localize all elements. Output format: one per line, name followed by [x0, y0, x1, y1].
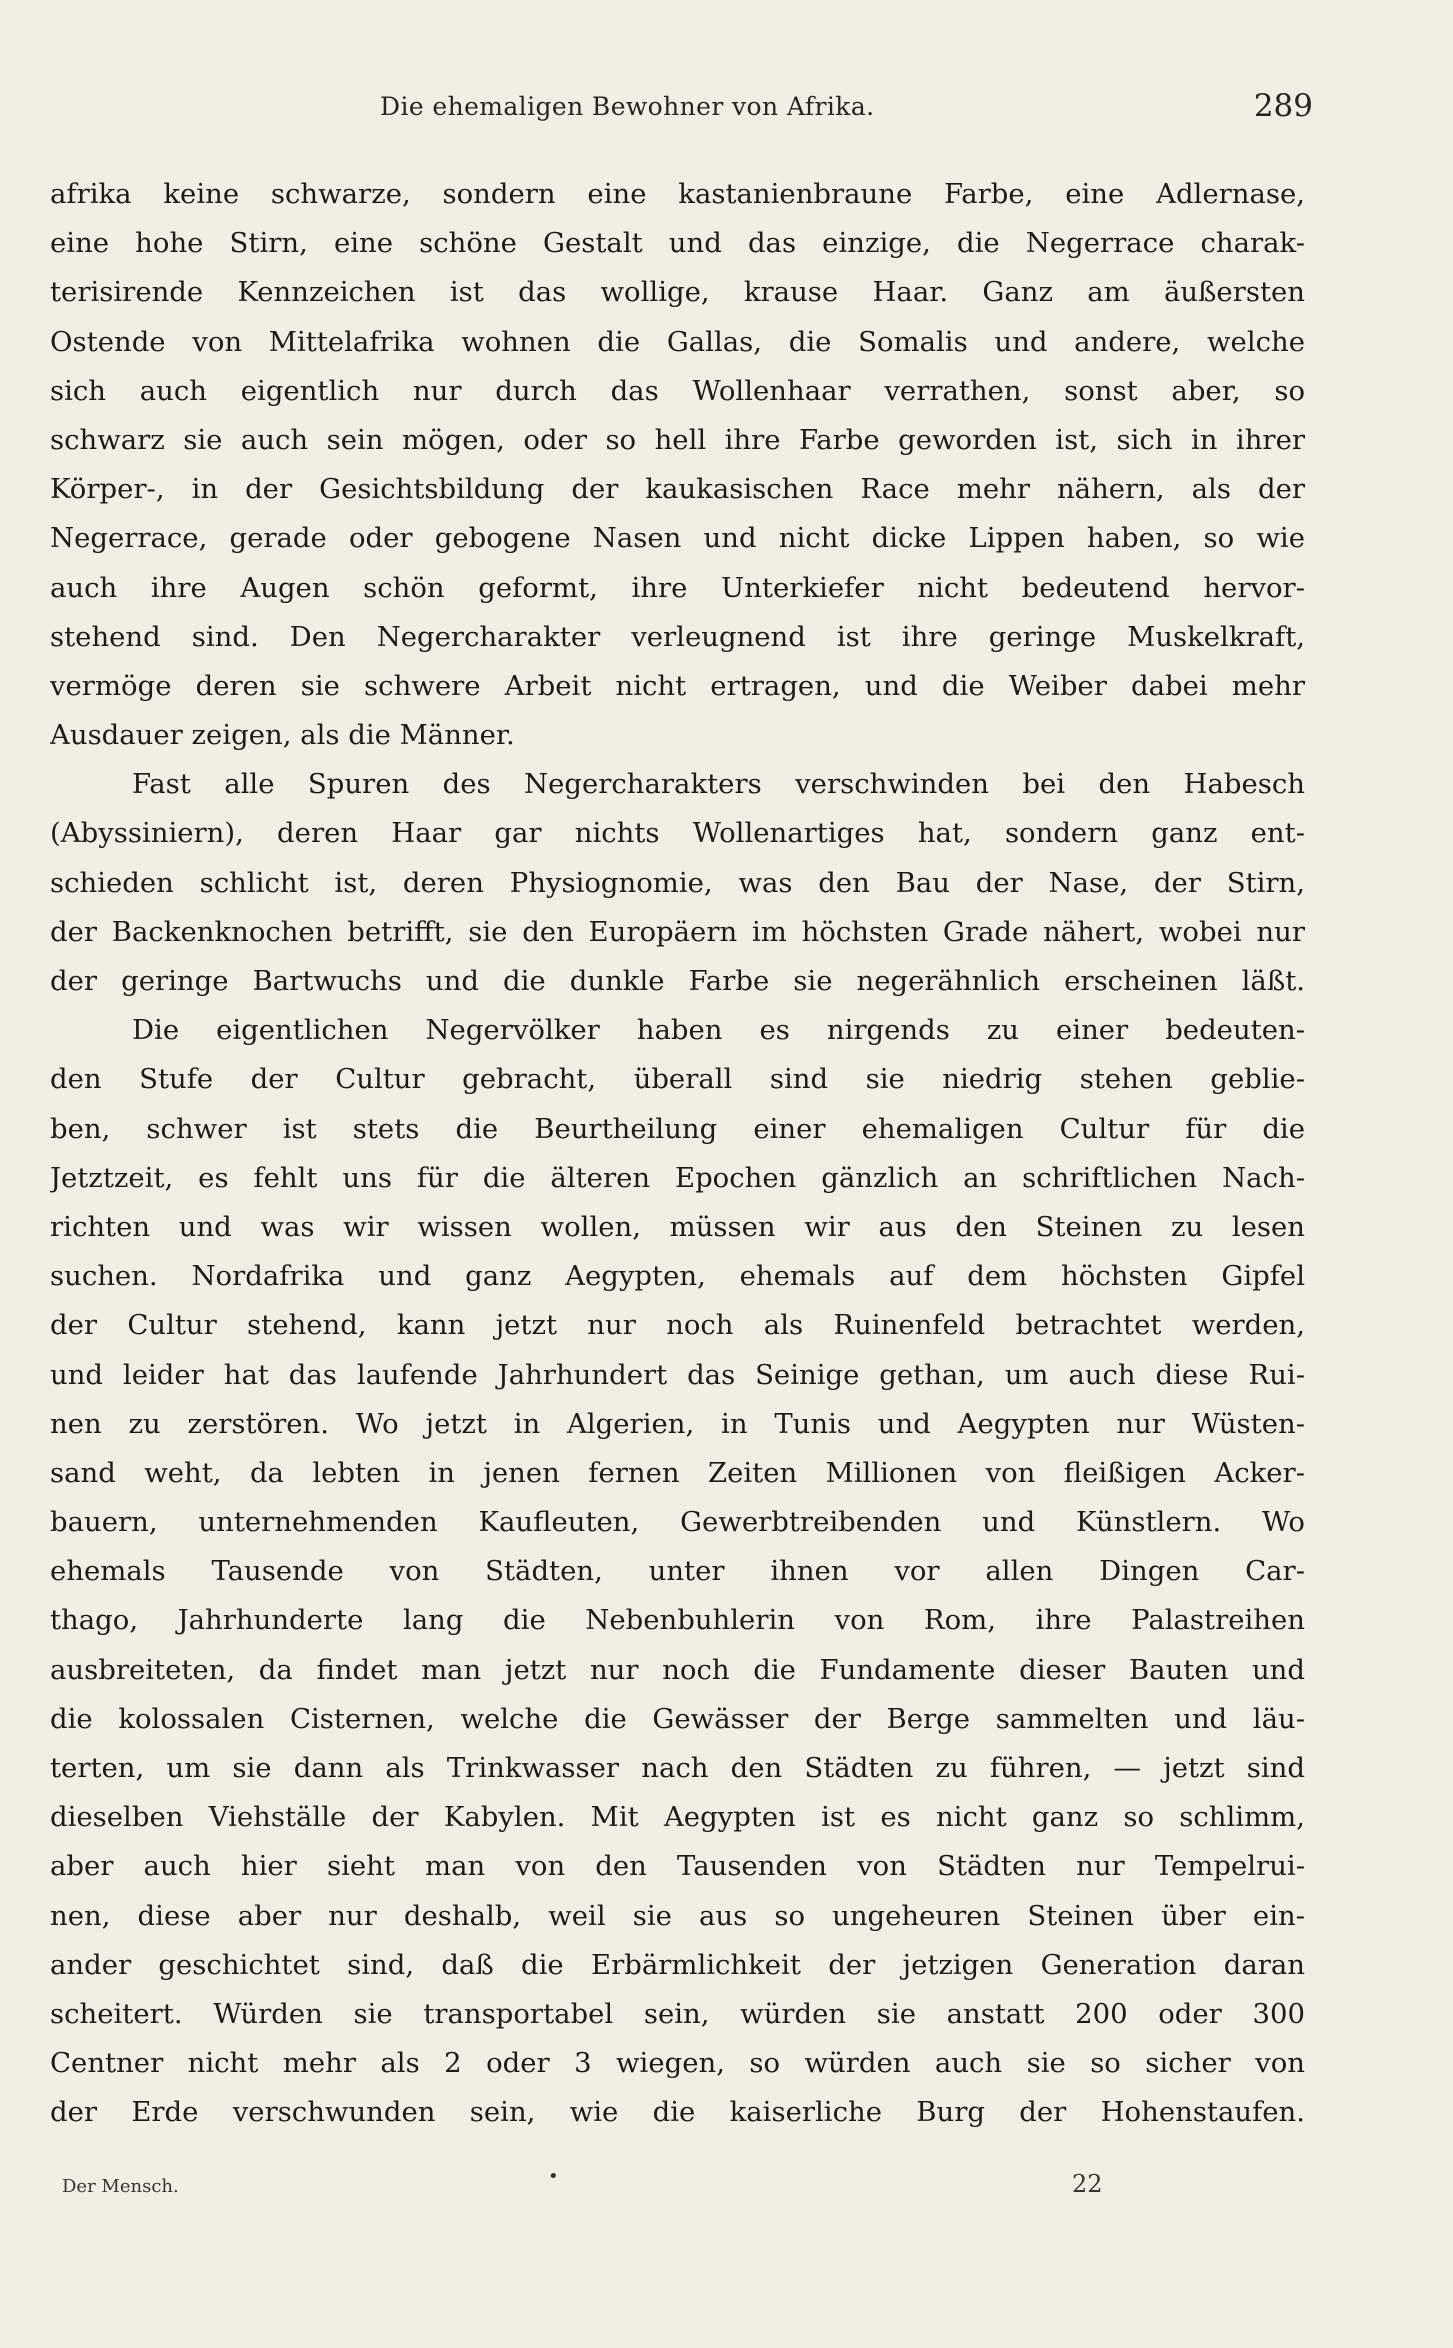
text-line: dieselben Viehställe der Kabylen. Mit Aegypten ist es nicht ganz so schlimm,: [50, 1801, 1305, 1834]
text-line: Ausdauer zeigen, als die Männer.: [50, 719, 515, 752]
text-line: schieden schlicht ist, deren Physiognomie, was den Bau der Nase, der Stirn,: [50, 866, 1305, 899]
body-text: [50, 170, 1305, 2187]
text-line: schwarz sie auch sein mögen, oder so hell ihre Farbe geworden ist, sich in ihrer: [50, 423, 1305, 456]
printer-mark: •: [548, 2166, 559, 2187]
text-line: (Abyssiniern), deren Haar gar nichts Wollenartiges hat, sondern ganz ent-: [50, 817, 1305, 850]
text-line: afrika keine schwarze, sondern eine kastanienbraune Farbe, eine Adlernase,: [50, 178, 1305, 210]
text-line: suchen. Nordafrika und ganz Aegypten, ehemals auf dem höchsten Gipfel: [50, 1260, 1305, 1293]
text-line: sand weht, da lebten in jenen fernen Zeiten Millionen von fleißigen Acker-: [50, 1456, 1305, 1489]
text-line: vermöge deren sie schwere Arbeit nicht ertragen, und die Weiber dabei mehr: [50, 669, 1305, 702]
text-line: stehend sind. Den Negercharakter verleugnend ist ihre geringe Muskelkraft,: [50, 620, 1305, 653]
text-line: der geringe Bartwuchs und die dunkle Farbe sie negerähnlich erscheinen läßt.: [50, 965, 1305, 997]
text-line: Die eigentlichen Negervölker haben es nirgends zu einer bedeuten-: [132, 1014, 1305, 1047]
text-line: ander geschichtet sind, daß die Erbärmlichkeit der jetzigen Generation daran: [50, 1948, 1305, 1981]
text-line: Jetztzeit, es fehlt uns für die älteren Epochen gänzlich an schriftlichen Nach-: [50, 1161, 1305, 1194]
text-line: Centner nicht mehr als 2 oder 3 wiegen, so würden auch sie so sicher von: [50, 2047, 1305, 2080]
signature-mark: Der Mensch.: [62, 2176, 179, 2197]
text-line: richten und was wir wissen wollen, müssen wir aus den Steinen zu lesen: [50, 1210, 1305, 1243]
text-line: terten, um sie dann als Trinkwasser nach den Städten zu führen, — jetzt sind: [50, 1752, 1305, 1784]
text-line: aber auch hier sieht man von den Tausenden von Städten nur Tempelrui-: [50, 1850, 1305, 1883]
text-line: Ostende von Mittelafrika wohnen die Gallas, die Somalis und andere, welche: [50, 325, 1305, 358]
sheet-number: 22: [1072, 2170, 1103, 2198]
text-line: der Cultur stehend, kann jetzt nur noch als Ruinenfeld betrachtet werden,: [50, 1309, 1305, 1342]
text-line: den Stufe der Cultur gebracht, überall sind sie niedrig stehen geblie-: [50, 1063, 1305, 1096]
text-line: ausbreiteten, da findet man jetzt nur noch die Fundamente dieser Bauten und: [50, 1653, 1305, 1686]
text-line: nen, diese aber nur deshalb, weil sie aus so ungeheuren Steinen über ein-: [50, 1899, 1305, 1932]
text-line: Körper-, in der Gesichtsbildung der kaukasischen Race mehr nähern, als der: [50, 473, 1305, 506]
text-line: bauern, unternehmenden Kaufleuten, Gewerbtreibenden und Künstlern. Wo: [50, 1506, 1305, 1539]
text-line: nen zu zerstören. Wo jetzt in Algerien, in Tunis und Aegypten nur Wüsten-: [50, 1407, 1305, 1440]
text-line: auch ihre Augen schön geformt, ihre Unterkiefer nicht bedeutend hervor-: [50, 571, 1305, 604]
text-line: und leider hat das laufende Jahrhundert das Seinige gethan, um auch diese Rui-: [50, 1358, 1305, 1391]
text-line: thago, Jahrhunderte lang die Nebenbuhlerin von Rom, ihre Palastreihen: [50, 1604, 1305, 1637]
text-line: sich auch eigentlich nur durch das Wollenhaar verrathen, sonst aber, so: [50, 374, 1305, 407]
text-line: ehemals Tausende von Städten, unter ihnen vor allen Dingen Car-: [50, 1555, 1305, 1588]
text-line: scheitert. Würden sie transportabel sein, würden sie anstatt 200 oder 300: [50, 1997, 1305, 2030]
text-line: [50, 2138, 1305, 2187]
text-line: Fast alle Spuren des Negercharakters verschwinden bei den Habesch: [132, 768, 1305, 801]
text-line: eine hohe Stirn, eine schöne Gestalt und das einzige, die Negerrace charak-: [50, 227, 1305, 260]
text-line: ben, schwer ist stets die Beurtheilung einer ehemaligen Cultur für die: [50, 1112, 1305, 1145]
text-line: der Erde verschwunden sein, wie die kaiserliche Burg der Hohenstaufen.: [50, 2096, 1305, 2129]
text-line: der Backenknochen betrifft, sie den Europäern im höchsten Grade nähert, wobei nur: [50, 915, 1305, 948]
text-line: Negerrace, gerade oder gebogene Nasen und nicht dicke Lippen haben, so wie: [50, 522, 1305, 555]
text-line: die kolossalen Cisternen, welche die Gewässer der Berge sammelten und läu-: [50, 1702, 1305, 1735]
running-title: Die ehemaligen Bewohner von Afrika.: [380, 92, 875, 121]
page-number: 289: [1253, 88, 1313, 124]
text-line: terisirende Kennzeichen ist das wollige, krause Haar. Ganz am äußersten: [50, 276, 1305, 309]
